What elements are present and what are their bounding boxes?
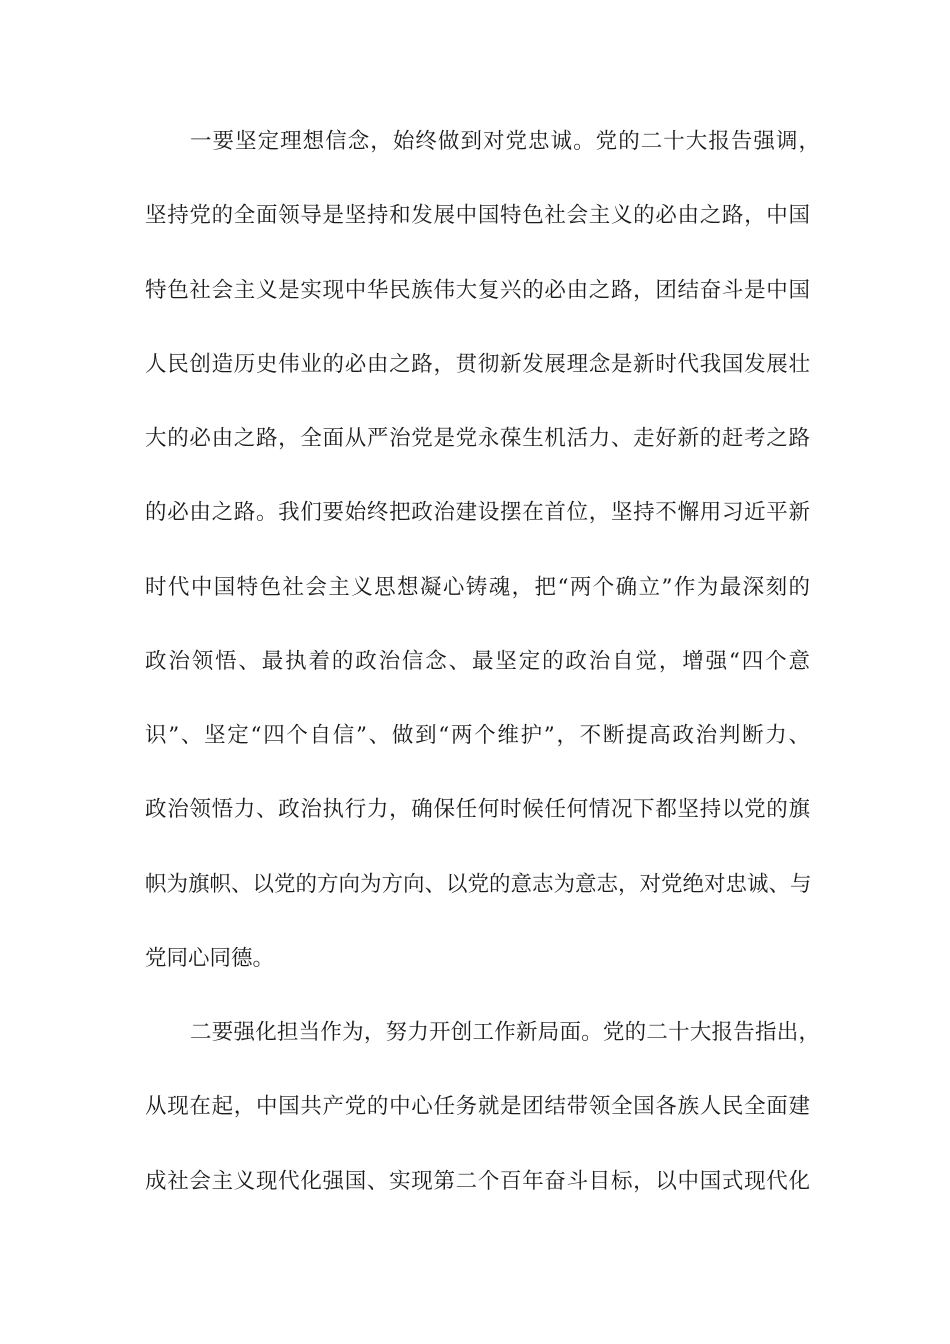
text-line: 从现在起，中国共产党的中心任务就是团结带领全国各族人民全面建 — [145, 1094, 810, 1119]
text-line: 的必由之路。我们要始终把政治建设摆在首位，坚持不懈用习近平新 — [145, 500, 810, 525]
text-line: 帜为旗帜、以党的方向为方向、以党的意志为意志，对党绝对忠诚、与 — [145, 872, 812, 897]
text-line: 大的必由之路，全面从严治党是党永葆生机活力、走好新的赶考之路 — [145, 426, 810, 451]
text-line: 坚持党的全面领导是坚持和发展中国特色社会主义的必由之路，中国 — [145, 203, 810, 228]
text-line: 成社会主义现代化强国、实现第二个百年奋斗目标，以中国式现代化 — [145, 1169, 810, 1194]
text-line: 识”、坚定“四个自信”、做到“两个维护”，不断提高政治判断力、 — [145, 723, 810, 748]
text-line: 政治领悟力、政治执行力，确保任何时候任何情况下都坚持以党的旗 — [145, 797, 810, 822]
text-line: 二要强化担当作为，努力开创工作新局面。党的二十大报告指出， — [190, 1020, 820, 1045]
text-line: 人民创造历史伟业的必由之路，贯彻新发展理念是新时代我国发展壮 — [145, 352, 810, 377]
text-line: 党同心同德。 — [145, 946, 275, 971]
text-line: 时代中国特色社会主义思想凝心铸魂，把“两个确立”作为最深刻的 — [145, 575, 810, 600]
text-line: 特色社会主义是实现中华民族伟大复兴的必由之路，团结奋斗是中国 — [145, 278, 810, 303]
text-line: 一要坚定理想信念，始终做到对党忠诚。党的二十大报告强调， — [190, 129, 820, 154]
text-line: 政治领悟、最执着的政治信念、最坚定的政治自觉，增强“四个意 — [145, 649, 810, 674]
